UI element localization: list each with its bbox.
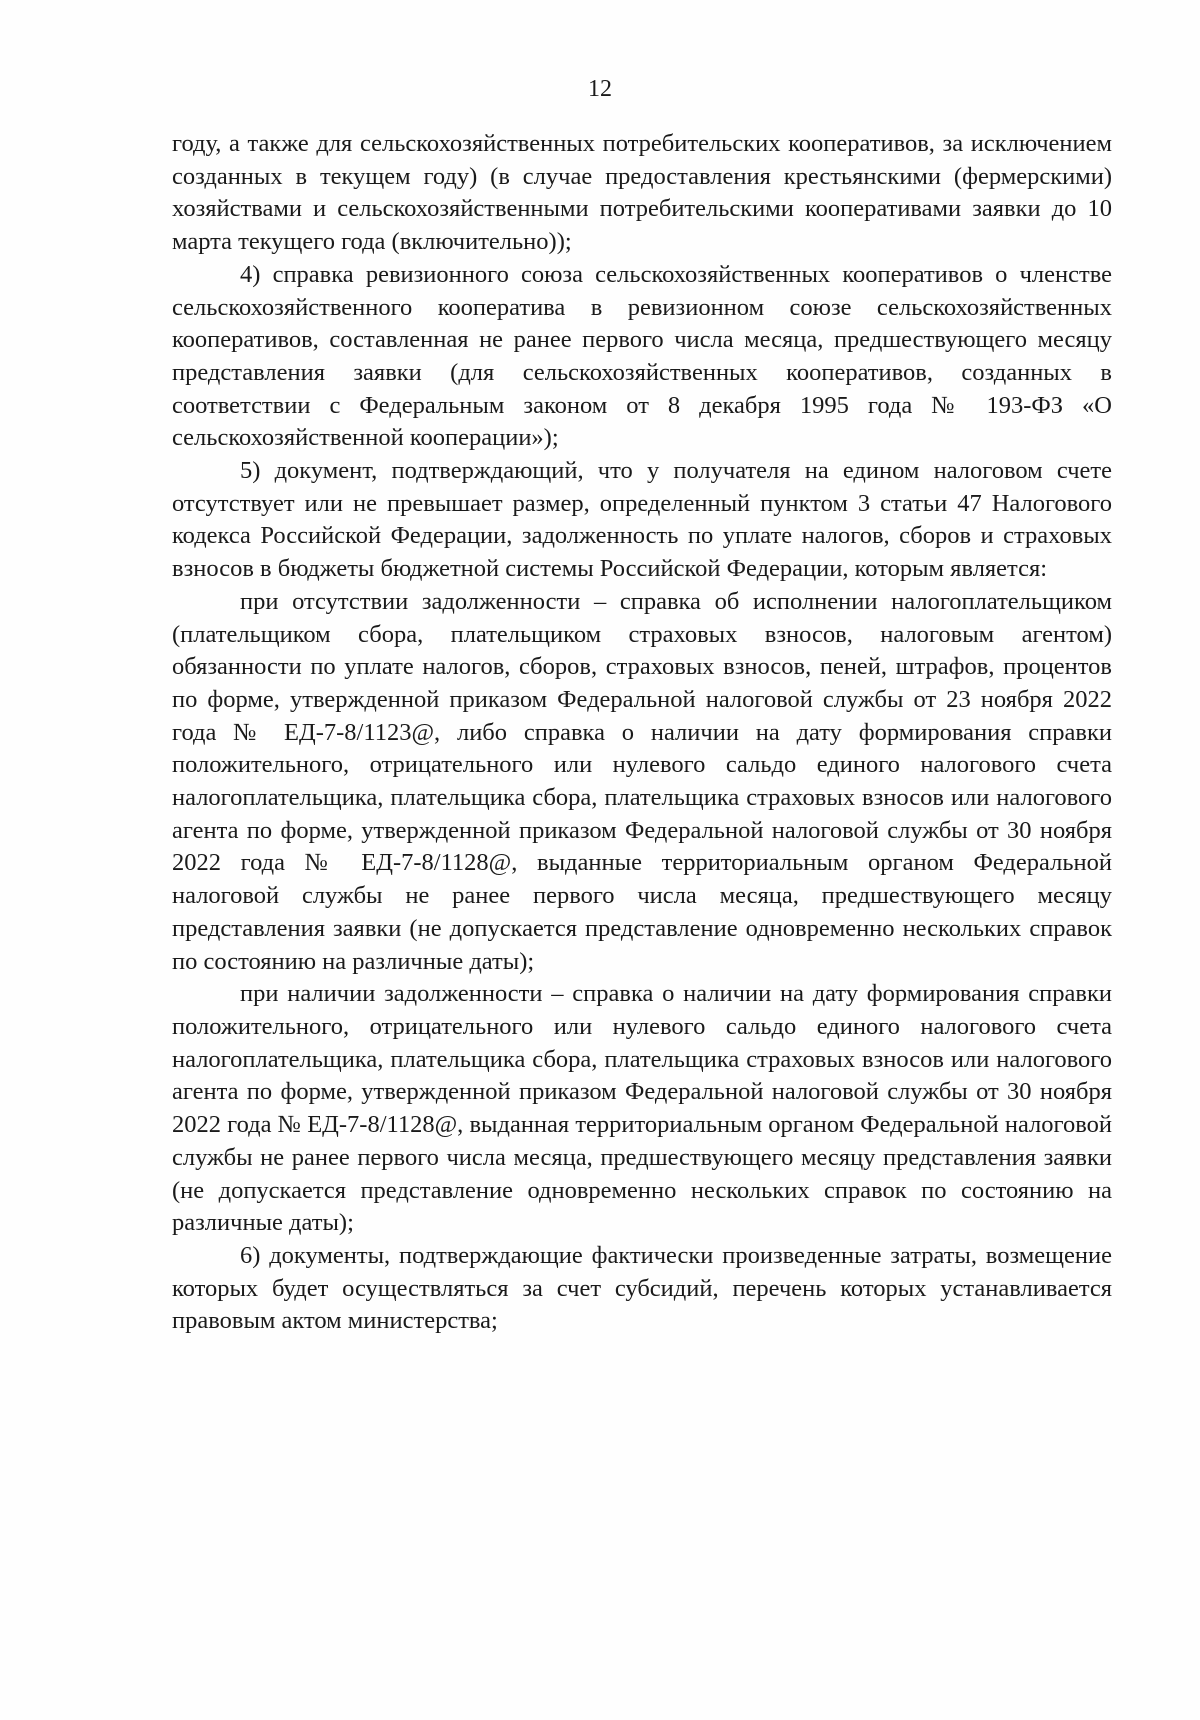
paragraph-continuation: году, а также для сельскохозяйственных потребительских кооперативов, за исключением созданных в текущем году) (в случае предоставления крестьянскими (фермерскими) хозяйствами и сельскохозяйственными потребительскими кооперативами заявки до 10 марта текущего года (включительно)); <box>172 130 1112 256</box>
paragraph-no-debt: при отсутствии задолженности – справка об исполнении налогоплательщиком (плательщиком сбора, плательщиком страховых взносов, налоговым агентом) обязанности по уплате налогов, сборов, страховых взносов, пеней, штрафов, процентов по форме, утвержденной приказом Федеральной налоговой службы от 23 ноября 2022 года № ЕД-7-8/1123@, либо справка о наличии на дату формирования справки положительного, отрицательного или нулевого сальдо единого налогового счета налогоплательщика, плательщика сбора, плательщика страховых взносов или налогового агента по форме, утвержденной приказом Федеральной налоговой службы от 30 ноября 2022 года № ЕД-7-8/1128@, выданные территориальным органом Федеральной налоговой службы не ранее первого числа месяца, предшествующего месяцу представления заявки (не допускается представление одновременно нескольких справок по состоянию на различные даты); <box>172 587 1112 975</box>
paragraph-item-6: 6) документы, подтверждающие фактически произведенные затраты, возмещение которых будет осуществляться за счет субсидий, перечень которых устанавливается правовым актом министерства; <box>172 1241 1112 1335</box>
paragraph-with-debt: при наличии задолженности – справка о наличии на дату формирования справки положительного, отрицательного или нулевого сальдо единого налогового счета налогоплательщика, плательщика сбора, плательщика страховых взносов или налогового агента по форме, утвержденной приказом Федеральной налоговой службы от 30 ноября 2022 года № ЕД-7-8/1128@, выданная территориальным органом Федеральной налоговой службы не ранее первого числа месяца, предшествующего месяцу представления заявки (не допускается представление одновременно нескольких справок по состоянию на различные даты); <box>172 980 1112 1237</box>
page-number: 12 <box>588 76 612 102</box>
paragraph-item-4: 4) справка ревизионного союза сельскохозяйственных кооперативов о членстве сельскохозяйственного кооператива в ревизионном союзе сельскохозяйственных кооперативов, составленная не ранее первого числа месяца, предшествующего месяцу представления заявки (для сельскохозяйственных кооперативов, созданных в соответствии с Федеральным законом от 8 декабря 1995 года № 193-ФЗ «О сельскохозяйственной кооперации»); <box>172 260 1112 452</box>
document-body <box>172 128 1112 1338</box>
paragraph-item-5: 5) документ, подтверждающий, что у получателя на едином налоговом счете отсутствует или не превышает размер, определенный пунктом 3 статьи 47 Налогового кодекса Российской Федерации, задолженность по уплате налогов, сборов и страховых взносов в бюджеты бюджетной системы Российской Федерации, которым является: <box>172 457 1112 583</box>
